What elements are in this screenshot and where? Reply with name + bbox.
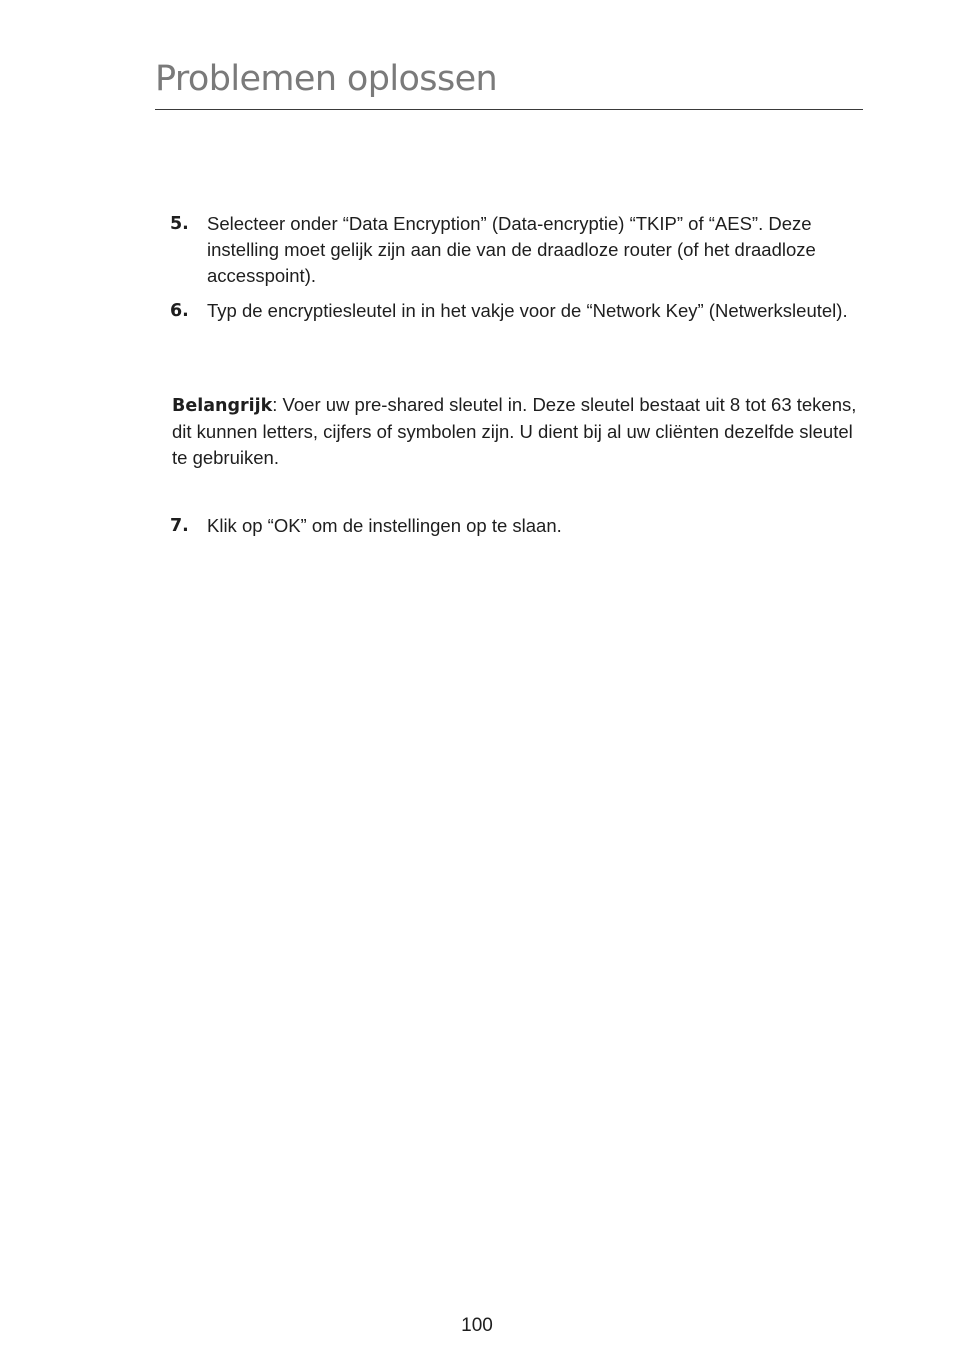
step-text: Typ de encryptiesleutel in in het vakje voor de “Network Key” (Netwerksleutel). — [207, 300, 848, 321]
title-divider — [155, 109, 863, 110]
step-number: 5. — [170, 214, 189, 234]
important-note-label: Belangrijk — [172, 396, 273, 416]
step-text: Selecteer onder “Data Encryption” (Data-encryptie) “TKIP” of “AES”. Deze instelling moet gelijk zijn aan die van de draadloze router (of het draadloze accesspoint). — [207, 213, 816, 286]
step-number: 7. — [170, 516, 189, 536]
step-item — [170, 298, 850, 324]
step-item — [170, 513, 850, 539]
important-note-text: : Voer uw pre-shared sleutel in. Deze sleutel bestaat uit 8 tot 63 tekens, dit kunnen letters, cijfers of symbolen zijn. U dient bij al uw cliënten dezelfde sleutel te gebruiken. — [172, 394, 857, 468]
important-note — [172, 392, 872, 471]
step-item — [170, 211, 850, 289]
step-text: Klik op “OK” om de instellingen op te slaan. — [207, 515, 562, 536]
step-number: 6. — [170, 301, 189, 321]
page-number: 100 — [461, 1315, 493, 1336]
page-title: Problemen oplossen — [155, 59, 498, 99]
